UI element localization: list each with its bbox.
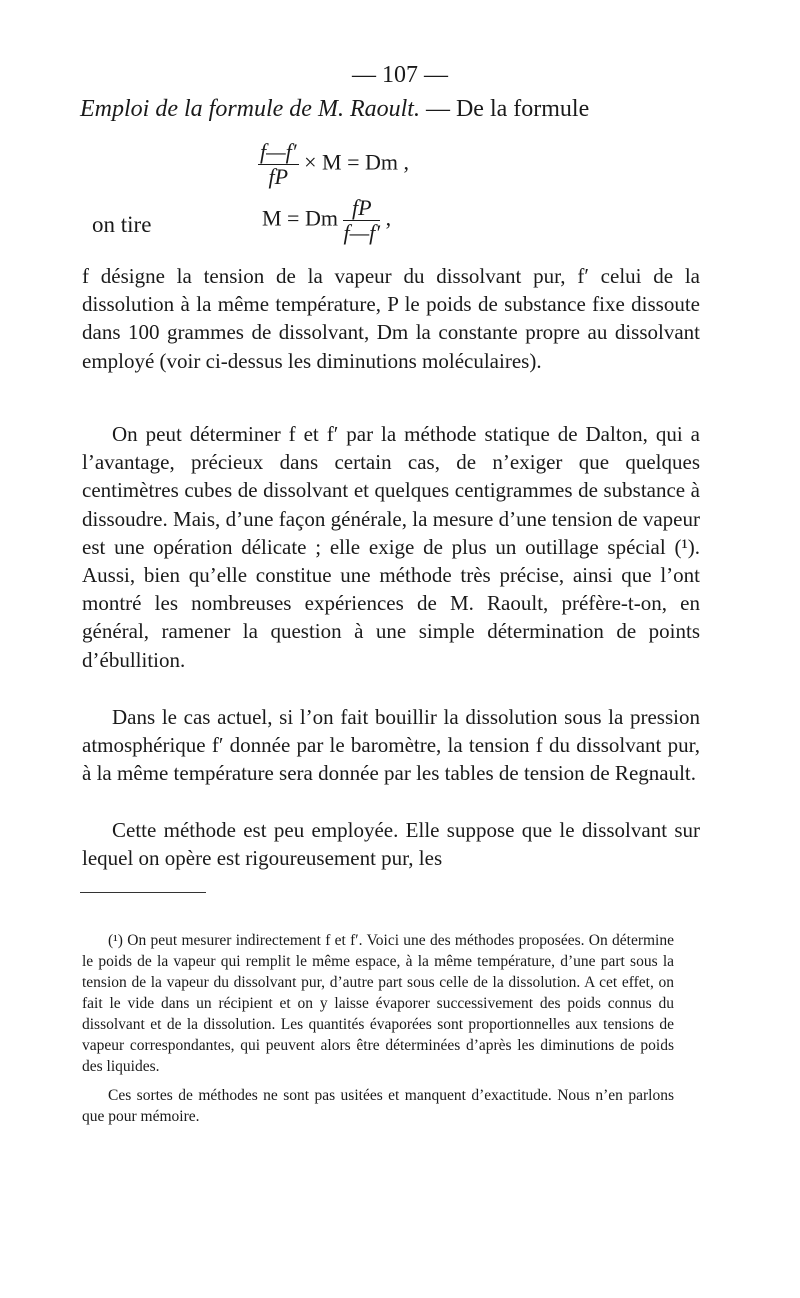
formula1-denominator: fP bbox=[268, 164, 289, 189]
formula1-numerator: f—f′ bbox=[260, 139, 297, 164]
formula2-fraction bbox=[343, 196, 380, 245]
paragraph-boiling: Dans le cas actuel, si l’on fait bouillir la dissolution sous la pression atmosphérique f′ donnée par le baromètre, la tension f du dissolvant pur, à la même température sera donnée par les tables de tension de Regnault. bbox=[82, 705, 700, 786]
heading-rest: — De la formule bbox=[419, 96, 590, 122]
formula-raoult bbox=[258, 140, 518, 190]
page-number: — 107 — bbox=[352, 62, 448, 88]
formula2-denominator: f—f′ bbox=[343, 220, 381, 245]
formula2-suffix: , bbox=[385, 205, 392, 231]
formula2-prefix: M = Dm bbox=[262, 205, 338, 231]
footnote-divider bbox=[80, 892, 206, 893]
footnote-1: (¹) On peut mesurer indirectement f et f′. Voici une des méthodes proposées. On détermine le poids de la vapeur qui remplit le même espace, à la même température, d’une part sous la tension de la vapeur du dissolvant pur, d’autre part sous celle de la dissolution. A cet effet, on fait le vide dans un récipient et on y laisse évaporer successivement des poids connus du dissolvant et de la dissolution. Les quantités évaporées sont proportionnelles aux tensions de vapeur correspondantes, qui peuvent alors être déterminées d’après les diminutions de poids des liquides. bbox=[82, 932, 674, 1075]
paragraph-method-use: Cette méthode est peu employée. Elle suppose que le dissolvant sur lequel on opère est rigoureusement pur, les bbox=[82, 818, 700, 871]
section-heading bbox=[80, 96, 720, 123]
paragraph-static-method: On peut déterminer f et f′ par la méthode statique de Dalton, qui a l’avantage, précieux dans certain cas, de n’exiger que quelques centimètres cubes de dissolvant et quelques centigrammes de substance à dissoudre. Mais, d’une façon générale, la mesure d’une tension de vapeur est une opération délicate ; elle exige de plus un outillage spécial (¹). Aussi, bien qu’elle constitue une méthode très précise, ainsi que l’ont montré les nombreuses expériences de M. Raoult, préfère-t-on, en général, ramener la question à une simple détermination de points d’ébullition. bbox=[82, 422, 700, 672]
formula1-fraction bbox=[258, 140, 299, 189]
formula2-numerator: fP bbox=[343, 196, 380, 221]
formula1-rest: × M = Dm , bbox=[304, 149, 409, 175]
on-tire-label: on tire bbox=[92, 212, 152, 237]
footnote-2: Ces sortes de méthodes ne sont pas usitées et manquent d’exactitude. Nous n’en parlons que pour mémoire. bbox=[82, 1087, 674, 1125]
formula-molar-mass bbox=[262, 196, 522, 245]
paragraph-definitions: f désigne la tension de la vapeur du dissolvant pur, f′ celui de la dissolution à la même température, P le poids de substance fixe dissoute dans 100 grammes de dissolvant, Dm la constante propre au dissolvant employé (voir ci-dessus les diminutions moléculaires). bbox=[82, 264, 700, 373]
heading-title: Emploi de la formule de M. Raoult. bbox=[80, 96, 420, 122]
